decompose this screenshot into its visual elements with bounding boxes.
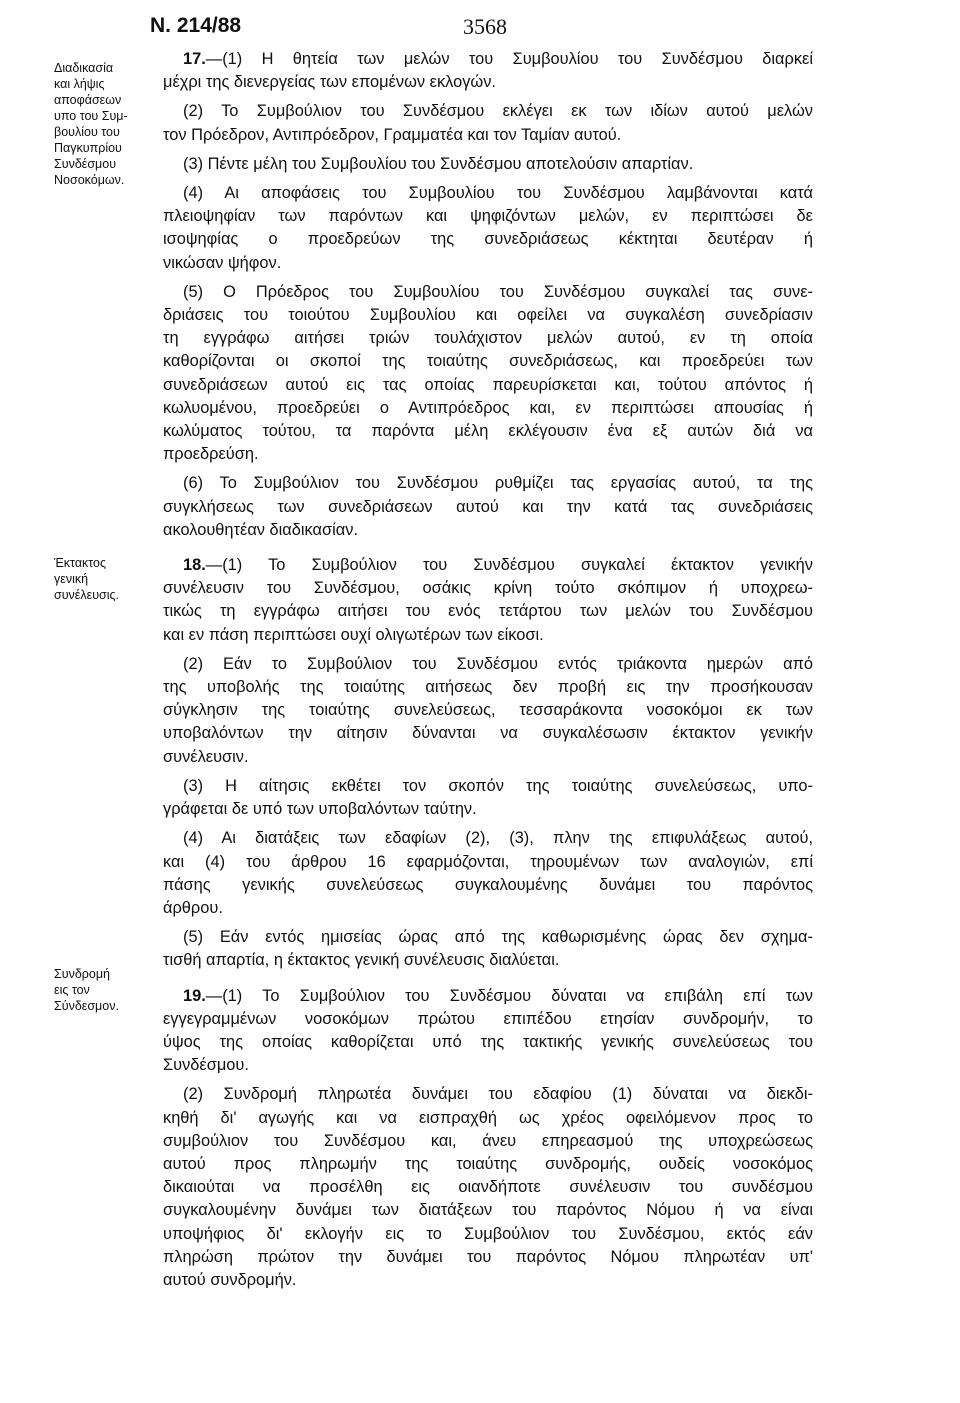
text-line: (5) Εάν εντός ημισείας ώρας από της καθωρισμένης ώρας δεν σχημα- — [183, 928, 813, 947]
text-line: και (4) του άρθρου 16 εφαρμόζονται, τηρουμένων των αναλογιών, επί — [163, 852, 813, 871]
article-17-paragraph-4 — [163, 182, 813, 275]
text-line: τον Πρόεδρον, Αντιπρόεδρον, Γραμματέα και τον Ταμίαν αυτού. — [163, 125, 622, 144]
text-line: νικώσαν ψήφον. — [163, 253, 282, 272]
text-line: καθορίζονται οι σκοποί της τοιαύτης συνεδριάσεως, και προεδρεύει των — [163, 352, 813, 371]
text-line: άρθρου. — [163, 898, 223, 917]
margin-note-line: υπο του Συμ- — [54, 109, 128, 123]
text-line: υποβαλόντων την αίτησιν δύνανται να συγκαλέσωσιν έκτακτον γενικήν — [163, 724, 813, 743]
text-line: γράφεται δε υπό των υποβαλόντων ταύτην. — [163, 800, 477, 819]
text-line: πλειοψηφίαν των παρόντων και ψηφιζόντων μελών, εν περιπτώσει δε — [163, 207, 813, 226]
text-line: συνέλευσιν του Συνδέσμου, οσάκις κρίνη τούτο σκόπιμον ή υποχρεω- — [163, 579, 813, 598]
article-17-paragraph-2 — [163, 100, 813, 146]
text-line: πληρώση πρώτον την δυνάμει του παρόντος Νόμου πληρωτέαν υπ' — [163, 1247, 813, 1266]
margin-note-line: Παγκυπρίου — [54, 141, 122, 155]
text-line: υποψήφιος δι' εκλογήν εις το Συμβούλιον του Συνδέσμου, εκτός εάν — [163, 1224, 813, 1243]
text-line: αυτού προς πληρωμήν της τοιαύτης συνδρομής, ουδείς νοσοκόμος — [163, 1154, 813, 1173]
text-line: προεδρεύση. — [163, 445, 259, 464]
article-19-paragraph-2 — [163, 1083, 813, 1292]
text-line: εγγεγραμμένων νοσοκόμων πρώτου επιπέδου ετησίαν συνδρομήν, το — [163, 1009, 813, 1028]
article-17-paragraph-5 — [163, 281, 813, 467]
text-fragment: —(1) Το Συμβούλιον του Συνδέσμου συγκαλεί έκτακτον γενικήν — [205, 556, 813, 575]
text-line: ακολουθητέαν διαδικασίαν. — [163, 520, 358, 539]
text-fragment: —(1) Η θητεία των μελών του Συμβουλίου του Συνδέσμου διαρκεί — [205, 50, 813, 68]
text-line: Συνδέσμου. — [163, 1056, 249, 1075]
text-line: κωλύματος τούτου, τα παρόντα μέλη εκλέγουσιν ένα εξ αυτών διά να — [163, 422, 813, 441]
text-line: συγκλήσεως των συνεδριάσεων αυτού και την κατά τας συνεδριάσεις — [163, 497, 813, 516]
text-line: τη εγγράφω αιτήσει τριών τουλάχιστον μελών αυτού, εν τη οποία — [163, 329, 813, 348]
margin-note-line: αποφάσεων — [54, 93, 122, 107]
text-line: (5) Ο Πρόεδρος του Συμβουλίου του Συνδέσμου συγκαλεί τας συνε- — [183, 282, 813, 301]
margin-note-line: Νοσοκόμων. — [54, 173, 125, 187]
text-line: αυτού συνδρομήν. — [163, 1270, 297, 1289]
margin-note-line: Συνδρομή — [54, 967, 110, 981]
page-number: 3568 — [463, 14, 507, 39]
text-line: σύγκλησιν της τοιαύτης συνελεύσεως, τεσσαράκοντα νοσοκόμοι εκ των — [163, 701, 813, 720]
margin-note-line: βουλίου του — [54, 125, 120, 139]
text-line: (3) Η αίτησις εκθέτει τον σκοπόν της τοιαύτης συνελεύσεως, υπο- — [183, 776, 813, 795]
text-line — [163, 554, 813, 577]
margin-note-line: συνέλευσις. — [54, 588, 120, 602]
text-line: (6) Το Συμβούλιον του Συνδέσμου ρυθμίζει τας εργασίας αυτού, τα της — [183, 474, 813, 493]
margin-note-line: Συνδέσμου — [54, 157, 117, 171]
text-line: (2) Εάν το Συμβούλιον του Συνδέσμου εντός τριάκοντα ημερών από — [183, 654, 813, 673]
margin-note-line: και λήψις — [54, 77, 105, 91]
text-line: (4) Αι διατάξεις των εδαφίων (2), (3), πλην της επιφυλάξεως αυτού, — [183, 829, 813, 848]
text-line: δριάσεις του τοιούτου Συμβουλίου και οφείλει να συγκαλέση συνεδρίασιν — [163, 306, 813, 325]
text-line: της υποβολής της τοιαύτης αιτήσεως δεν προβή εις την προσήκουσαν — [163, 678, 813, 697]
article-17-paragraph-6 — [163, 472, 813, 542]
text-line: τισθή απαρτία, η έκτακτος γενική συνέλευσις διαλύεται. — [163, 951, 560, 970]
article-18-paragraph-5 — [163, 926, 813, 972]
margin-note-line: Σύνδεσμον. — [54, 999, 119, 1013]
text-line: συγκαλουμένην δυνάμει των διατάξεων του παρόντος Νόμου ή να είναι — [163, 1201, 813, 1220]
article-19-paragraph-1 — [163, 985, 813, 1078]
text-fragment: —(1) Το Συμβούλιον του Συνδέσμου δύναται να επιβάλη επί των — [205, 986, 813, 1005]
text-line: (2) Συνδρομή πληρωτέα δυνάμει του εδαφίου (1) δύναται να διεκδι- — [183, 1085, 813, 1104]
text-line: συνέλευσιν. — [163, 747, 249, 766]
document-body — [163, 48, 813, 1292]
text-line: ύψος της οποίας καθορίζεται υπό της τακτικής γενικής συνελεύσεως του — [163, 1032, 813, 1051]
text-line: κωλυομένου, προεδρεύει ο Αντιπρόεδρος και, εν περιπτώσει απουσίας ή — [163, 398, 813, 417]
article-number: 17. — [183, 50, 206, 68]
text-line: συμβούλιον του Συνδέσμου και, άνευ επηρεασμού της υποχρεώσεως — [163, 1131, 813, 1150]
text-line: τικώς τη εγγράφω αιτήσει του ενός τετάρτου των μελών του Συνδέσμου — [163, 602, 813, 621]
text-line: πάσης γενικής συνελεύσεως συγκαλουμένης δυνάμει του παρόντος — [163, 875, 813, 894]
margin-note-subscription — [54, 966, 144, 1014]
text-line: κηθή δι' αγωγής και να εισπραχθή ως χρέος οφειλόμενον προς το — [163, 1108, 813, 1127]
margin-note-line: Έκτακτος — [54, 556, 107, 570]
text-line: δικαιούται να προσέλθη εις οιανδήποτε συνέλευσιν του συνδέσμου — [163, 1178, 813, 1197]
article-18-paragraph-2 — [163, 653, 813, 769]
margin-note-line: γενική — [54, 572, 89, 586]
margin-note-procedure — [54, 60, 144, 188]
text-line: (3) Πέντε μέλη του Συμβουλίου του Συνδέσμου αποτελούσιν απαρτίαν. — [183, 154, 694, 173]
text-line: (2) Το Συμβούλιον του Συνδέσμου εκλέγει εκ των ιδίων αυτού μελών — [183, 102, 813, 121]
margin-note-line: εις τον — [54, 983, 90, 997]
article-18-paragraph-1 — [163, 554, 813, 647]
text-line: ισοψηφίας ο προεδρεύων της συνεδριάσεως κέκτηται δευτέραν ή — [163, 230, 813, 249]
text-line — [163, 48, 813, 71]
article-17-paragraph-3 — [163, 153, 813, 176]
law-number-header: Ν. 214/88 — [150, 14, 242, 37]
margin-note-extraordinary-assembly — [54, 555, 144, 603]
text-line: (4) Αι αποφάσεις του Συμβουλίου του Συνδέσμου λαμβάνονται κατά — [183, 184, 813, 203]
article-number: 19. — [183, 986, 206, 1005]
article-number: 18. — [183, 556, 206, 575]
article-18-paragraph-3 — [163, 775, 813, 821]
text-line: και εν πάση περιπτώσει ουχί ολιγωτέρων των είκοσι. — [163, 625, 544, 644]
article-17-paragraph-1 — [163, 48, 813, 94]
margin-note-line: Διαδικασία — [54, 61, 114, 75]
text-line: συνεδριάσεων αυτού εις τας οποίας παρευρίσκεται και, τούτου απόντος ή — [163, 375, 813, 394]
text-line — [163, 985, 813, 1008]
text-line: μέχρι της διενεργείας των επομένων εκλογών. — [163, 73, 496, 92]
article-18-paragraph-4 — [163, 827, 813, 920]
